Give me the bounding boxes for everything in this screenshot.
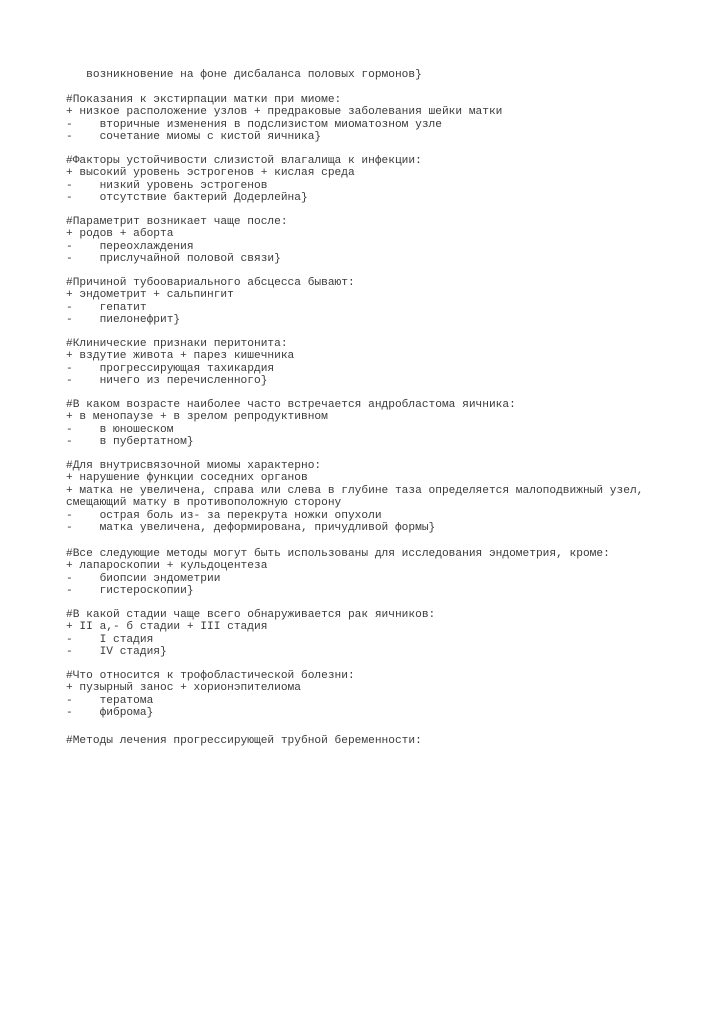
question-block — [66, 277, 706, 327]
answer-line: + матка не увеличена, справа или слева в глубине таза определяется малоподвижный узел, смещающий матку в противоположную сторону — [66, 484, 651, 510]
answer-line: + эндометрит + сальпингит — [66, 289, 234, 302]
answer-line: - ничего из перечисленного} — [66, 375, 268, 388]
question-block — [66, 460, 706, 534]
answer-line: + II а,- б стадии + III стадия — [66, 621, 268, 634]
question-block — [66, 399, 706, 449]
answer-line: - переохлаждения — [66, 240, 194, 253]
answer-line: - низкий уровень эстрогенов — [66, 179, 268, 192]
intro-line: возникновение на фоне дисбаланса половых гормонов} — [66, 69, 422, 81]
question-text: #Показания к экстирпации матки при миоме: — [66, 94, 342, 106]
answer-line: - гистероскопии} — [66, 585, 194, 598]
answer-line: + нарушение функции соседних органов — [66, 472, 308, 485]
question-block — [66, 94, 706, 144]
answer-line: - прислучайной половой связи} — [66, 253, 281, 266]
answer-line: - в пубертатном} — [66, 436, 194, 449]
answer-line: - I стадия — [66, 633, 154, 646]
answer-line: - острая боль из- за перекрута ножки опухоли — [66, 509, 382, 522]
answer-line: + высокий уровень эстрогенов + кислая среда — [66, 167, 355, 180]
question-block — [66, 338, 706, 388]
question-text: #В какой стадии чаще всего обнаруживается рак яичников: — [66, 609, 436, 621]
question-block — [66, 155, 706, 205]
question-block — [66, 548, 706, 598]
answer-line: - фиброма} — [66, 707, 154, 720]
question-block — [66, 216, 706, 266]
answer-line: - гепатит — [66, 301, 147, 314]
answer-line: - пиелонефрит} — [66, 314, 181, 327]
question-text: #Все следующие методы могут быть использованы для исследования эндометрия, кроме: — [66, 548, 610, 560]
answer-line: - IV стадия} — [66, 646, 167, 659]
question-text: #Для внутрисвязочной миомы характерно: — [66, 460, 322, 472]
question-text: #Клинические признаки перитонита: — [66, 338, 288, 350]
question-block — [66, 670, 706, 720]
answer-line: + пузырный занос + хорионэпителиома — [66, 682, 301, 695]
question-text: #Методы лечения прогрессирующей трубной беременности: — [66, 735, 422, 747]
answer-line: - биопсии эндометрии — [66, 572, 221, 585]
answer-line: - отсутствие бактерий Додерлейна} — [66, 192, 308, 205]
question-text: #Причиной тубоовариального абсцесса бывают: — [66, 277, 355, 289]
answer-line: - сочетание миомы с кистой яичника} — [66, 131, 322, 144]
question-text: #Что относится к трофобластической болезни: — [66, 670, 355, 682]
question-text: #В каком возрасте наиболее часто встречается андробластома яичника: — [66, 399, 516, 411]
question-text: #Факторы устойчивости слизистой влагалища к инфекции: — [66, 155, 422, 167]
answer-line: + вздутие живота + парез кишечника — [66, 350, 295, 363]
answer-line: + низкое расположение узлов + предраковые заболевания шейки матки — [66, 106, 503, 119]
answer-line: + в менопаузе + в зрелом репродуктивном — [66, 411, 328, 424]
answer-line: - матка увеличена, деформирована, причудливой формы} — [66, 522, 436, 535]
answer-line: - в юношеском — [66, 423, 174, 436]
question-block — [66, 609, 706, 659]
answer-line: - тератома — [66, 694, 154, 707]
answer-line: - прогрессирующая тахикардия — [66, 362, 275, 375]
question-block — [66, 735, 706, 747]
answer-line: + родов + аборта — [66, 228, 174, 241]
question-text: #Параметрит возникает чаще после: — [66, 216, 288, 228]
answer-line: - вторичные изменения в подслизистом миоматозном узле — [66, 118, 442, 131]
answer-line: + лапароскопии + кульдоцентеза — [66, 560, 268, 573]
